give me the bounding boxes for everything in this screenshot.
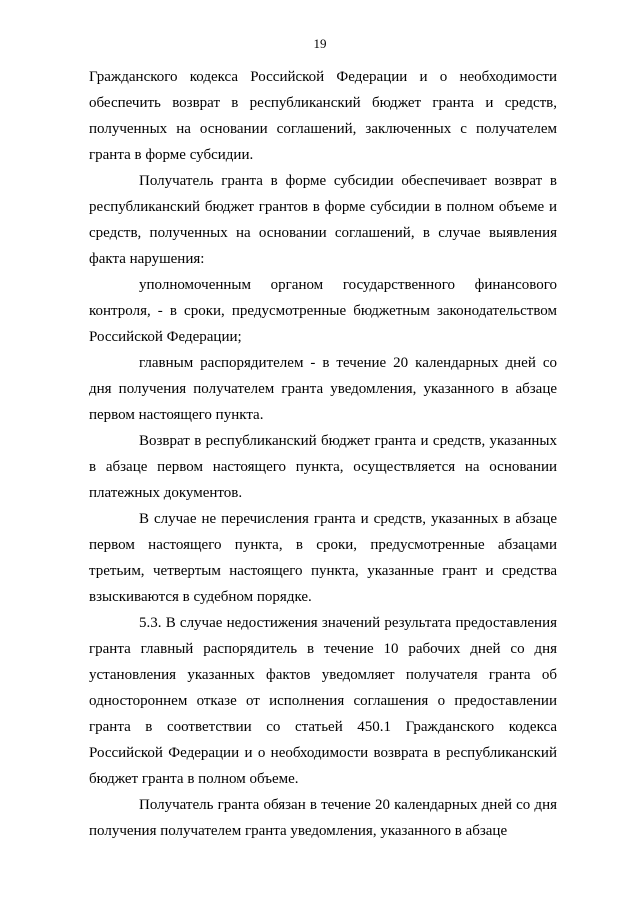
page-number: 19 [313, 36, 327, 51]
text-line: первом настоящего пункта. [89, 407, 264, 423]
paragraph [89, 428, 557, 506]
text-line: главным распорядителем - в течение 20 календарных дней со [139, 355, 557, 371]
text-line: средств, полученных на основании соглашений, в случае выявления [89, 225, 557, 241]
text-line: Получатель гранта в форме субсидии обеспечивает возврат в [139, 173, 557, 189]
text-line: Российской Федерации и о необходимости возврата в республиканский [89, 745, 557, 761]
paragraph [89, 506, 557, 610]
text-line: В случае не перечисления гранта и средств, указанных в абзаце [139, 511, 557, 527]
text-line: получения получателем гранта уведомления, указанного в абзаце [89, 823, 508, 839]
text-line: третьим, четвертым настоящего пункта, указанные грант и средства [89, 563, 557, 579]
text-line: Возврат в республиканский бюджет гранта и средств, указанных [139, 433, 557, 449]
text-line: гранта в соответствии со статьей 450.1 Гражданского кодекса [89, 719, 557, 735]
text-line: гранта главный распорядитель в течение 10 рабочих дней со дня [89, 641, 557, 657]
text-line: республиканский бюджет грантов в форме субсидии в полном объеме и [89, 199, 557, 215]
text-line: платежных документов. [89, 485, 243, 501]
text-line: уполномоченным органом государственного финансового [139, 277, 557, 293]
paragraph [89, 350, 557, 428]
paragraph [89, 272, 557, 350]
text-line: контроля, - в сроки, предусмотренные бюджетным законодательством [89, 303, 557, 319]
text-line: факта нарушения: [89, 251, 205, 267]
text-line: Гражданского кодекса Российской Федерации и о необходимости [89, 69, 557, 85]
text-line: 5.3. В случае недостижения значений результата предоставления [139, 615, 557, 631]
text-line: первом настоящего пункта, в сроки, предусмотренные абзацами [89, 537, 557, 553]
paragraph [89, 792, 557, 844]
text-line: гранта в форме субсидии. [89, 147, 254, 163]
text-line: одностороннем отказе от исполнения соглашения о предоставлении [89, 693, 557, 709]
paragraph [89, 610, 557, 792]
text-line: бюджет гранта в полном объеме. [89, 771, 299, 787]
text-line: Получатель гранта обязан в течение 20 календарных дней со дня [139, 797, 557, 813]
document-body [89, 64, 557, 844]
paragraph [89, 168, 557, 272]
text-line: установления указанных фактов уведомляет получателя гранта об [89, 667, 557, 683]
text-line: полученных на основании соглашений, заключенных с получателем [89, 121, 557, 137]
text-line: обеспечить возврат в республиканский бюджет гранта и средств, [89, 95, 557, 111]
text-line: в абзаце первом настоящего пункта, осуществляется на основании [89, 459, 557, 475]
text-line: взыскиваются в судебном порядке. [89, 589, 312, 605]
text-line: дня получения получателем гранта уведомления, указанного в абзаце [89, 381, 557, 397]
text-line: Российской Федерации; [89, 329, 242, 345]
paragraph [89, 64, 557, 168]
